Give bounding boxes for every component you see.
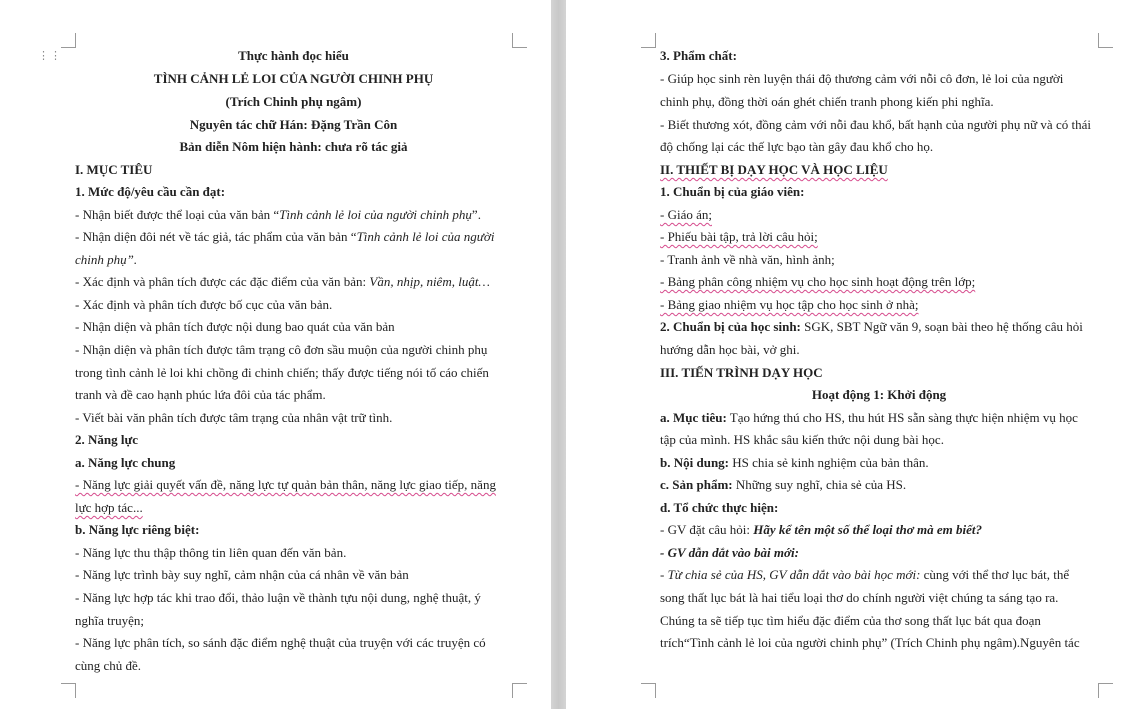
text-line: - GV dẫn dắt vào bài mới: — [660, 545, 799, 560]
text-line: lực hợp tác... — [75, 500, 143, 515]
text-line: a. Mục tiêu: Tạo hứng thú cho HS, thu hút HS sẵn sàng thực hiện nhiệm vụ học — [660, 410, 1078, 425]
subsection-heading: a. Năng lực chung — [75, 455, 176, 470]
text-line: - Nhận diện và phân tích được tâm trạng cô đơn sầu muộn của người chinh phụ — [75, 342, 488, 357]
doc-title-line1: Thực hành đọc hiểu — [238, 48, 349, 63]
list-item: - Bảng giao nhiệm vụ học tập cho học sinh ở nhà; — [660, 297, 919, 312]
text-line: - Năng lực phân tích, so sánh đặc điểm nghệ thuật của truyện với các truyện có — [75, 635, 486, 650]
crop-mark — [61, 33, 76, 48]
text-line: độ chống lại các thế lực bạo tàn gây đau khổ cho họ. — [660, 139, 934, 154]
text-line: - Xác định và phân tích được bố cục của văn bản. — [75, 297, 333, 312]
crop-mark — [641, 683, 656, 698]
subsection-heading: b. Năng lực riêng biệt: — [75, 522, 200, 537]
text-line: - GV đặt câu hỏi: Hãy kể tên một số thể loại thơ mà em biết? — [660, 522, 982, 537]
text-line: nghĩa truyện; — [75, 613, 144, 628]
text-line: song thất lục bát là hai tiểu loại thơ do chính người việt chúng ta sáng tạo ra. — [660, 590, 1059, 605]
activity-heading: Hoạt động 1: Khởi động — [811, 387, 947, 402]
text-line: - Giúp học sinh rèn luyện thái độ thương cảm với nỗi cô đơn, lẻ loi của người — [660, 71, 1064, 86]
text-line: - Năng lực thu thập thông tin liên quan đến văn bản. — [75, 545, 347, 560]
crop-mark — [512, 683, 527, 698]
crop-mark — [512, 33, 527, 48]
list-item: - Phiếu bài tập, trả lời câu hỏi; — [660, 229, 818, 244]
move-handle-icon[interactable]: ⋮⋮ — [38, 50, 62, 62]
text-line: c. Sản phẩm: Những suy nghĩ, chia sẻ của HS. — [660, 477, 907, 492]
subsection-heading: 1. Chuẩn bị của giáo viên: — [660, 184, 805, 199]
list-item: - Giáo án; — [660, 207, 712, 222]
text-line: - Năng lực hợp tác khi trao đổi, thảo luận về thành tựu nội dung, nghệ thuật, ý — [75, 590, 481, 605]
section-heading: I. MỤC TIÊU — [75, 162, 153, 177]
text-line: - Biết thương xót, đồng cảm với nỗi đau khổ, bất hạnh của người phụ nữ và có thái — [660, 117, 1091, 132]
doc-title-line2: TÌNH CẢNH LẺ LOI CỦA NGƯỜI CHINH PHỤ — [153, 71, 434, 86]
list-item: - Bảng phân công nhiệm vụ cho học sinh hoạt động trên lớp; — [660, 274, 976, 289]
text-line: - Từ chia sẻ của HS, GV dẫn dắt vào bài học mới: cùng với thể thơ lục bát, thể — [660, 567, 1070, 582]
section-heading: III. TIẾN TRÌNH DẠY HỌC — [660, 365, 823, 380]
list-item: - Tranh ảnh về nhà văn, hình ảnh; — [660, 252, 835, 267]
subsection-heading: d. Tổ chức thực hiện: — [660, 500, 779, 515]
text-line: trong tình cảnh lẻ loi khi chồng đi chinh chiến; thấy được tiếng nói tố cáo chiến — [75, 365, 489, 380]
text-line: hướng dẫn học bài, vở ghi. — [660, 342, 800, 357]
text-line: tranh và đề cao hạnh phúc lứa đôi của tác phẩm. — [75, 387, 326, 402]
text-line: - Năng lực giải quyết vấn đề, năng lực tự quản bản thân, năng lực giao tiếp, năng — [75, 477, 496, 492]
doc-title-line4: Nguyên tác chữ Hán: Đặng Trần Côn — [189, 117, 398, 132]
crop-mark — [1098, 33, 1113, 48]
subsection-heading: 2. Năng lực — [75, 432, 139, 447]
subsection-heading: 3. Phẩm chất: — [660, 48, 737, 63]
document-page-right — [566, 0, 1125, 709]
crop-mark — [61, 683, 76, 698]
text-line: chinh phụ, đồng thời oán ghét chiến tranh phong kiến phi nghĩa. — [660, 94, 994, 109]
section-heading: II. THIẾT BỊ DẠY HỌC VÀ HỌC LIỆU — [660, 162, 888, 177]
text-line: b. Nội dung: HS chia sẻ kinh nghiệm của bản thân. — [660, 455, 929, 470]
text-line: - Năng lực trình bày suy nghĩ, cảm nhận của cá nhân về văn bản — [75, 567, 409, 582]
text-line: - Nhận diện và phân tích được nội dung bao quát của văn bản — [75, 319, 395, 334]
text-line: cùng chủ đề. — [75, 658, 142, 673]
crop-mark — [1098, 683, 1113, 698]
doc-title-line3: (Trích Chinh phụ ngâm) — [225, 94, 362, 109]
text-line: chinh phụ”. — [75, 252, 138, 267]
doc-title-line5: Bản diễn Nôm hiện hành: chưa rõ tác giả — [179, 139, 408, 154]
crop-mark — [641, 33, 656, 48]
subsection-heading: 1. Mức độ/yêu cầu cần đạt: — [75, 184, 226, 199]
text-line: - Xác định và phân tích được các đặc điểm của văn bản: Vần, nhịp, niêm, luật… — [75, 274, 490, 289]
page-gutter — [551, 0, 566, 709]
text-line: trích“Tình cảnh lẻ loi của người chinh phụ” (Trích Chinh phụ ngâm).Nguyên tác — [660, 635, 1080, 650]
text-line: - Viết bài văn phân tích được tâm trạng của nhân vật trữ tình. — [75, 410, 393, 425]
text-line: 2. Chuẩn bị của học sinh: SGK, SBT Ngữ văn 9, soạn bài theo hệ thống câu hỏi — [660, 319, 1083, 334]
document-page-left — [0, 0, 551, 709]
text-line: - Nhận biết được thể loại của văn bản “Tình cảnh lẻ loi của người chinh phụ”. — [75, 207, 481, 222]
text-line: - Nhận diện đôi nét về tác giả, tác phẩm của văn bản “Tình cảnh lẻ loi của người — [75, 229, 495, 244]
text-line: Chúng ta sẽ tiếp tục tìm hiểu đặc điểm của thơ song thất lục bát qua đoạn — [660, 613, 1041, 628]
text-line: tập của mình. HS khắc sâu kiến thức nội dung bài học. — [660, 432, 944, 447]
